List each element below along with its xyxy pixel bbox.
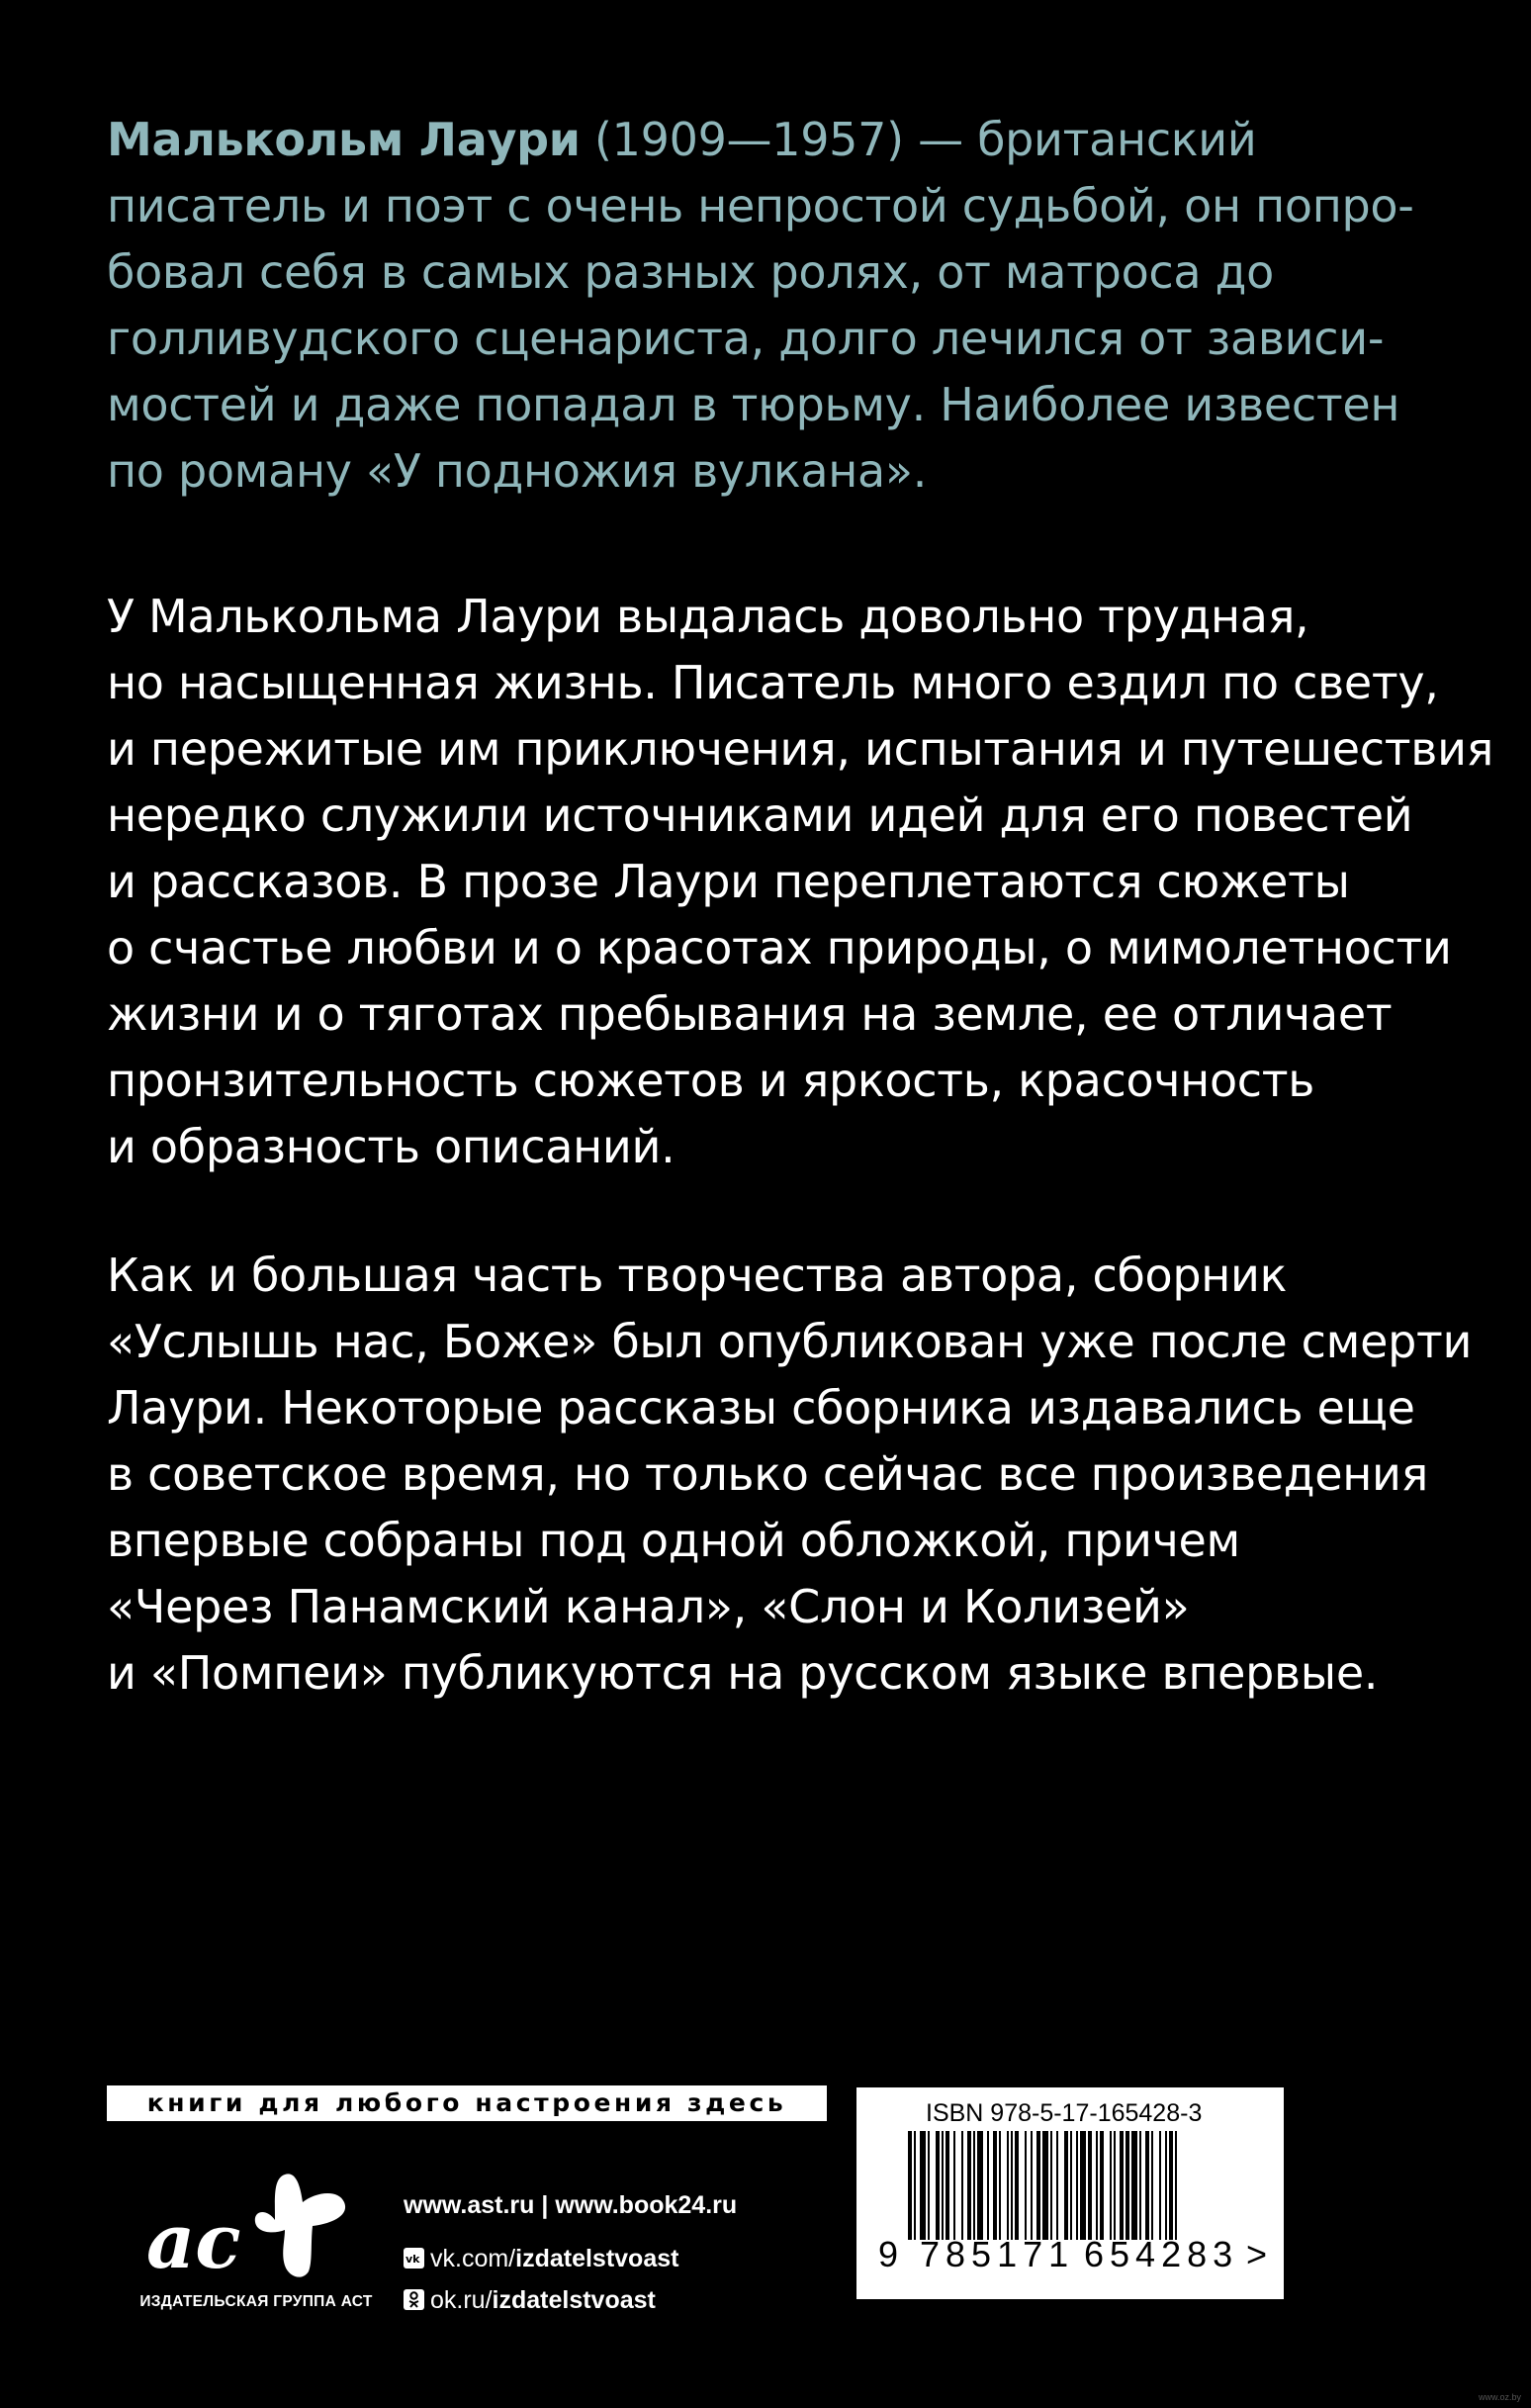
barcode-bar bbox=[1050, 2131, 1052, 2240]
collection-line: впервые собраны под одной обложкой, причем bbox=[107, 1514, 1240, 1567]
svg-text:vk: vk bbox=[405, 2253, 420, 2266]
barcode-quiet-mark: > bbox=[1246, 2234, 1268, 2274]
collection-line: «Услышь нас, Боже» был опубликован уже после смерти bbox=[107, 1315, 1473, 1368]
barcode-bar bbox=[1096, 2131, 1098, 2240]
barcode-bar bbox=[1011, 2131, 1013, 2240]
barcode-panel bbox=[856, 2087, 1284, 2299]
barcode-bar bbox=[999, 2131, 1001, 2240]
odnoklassniki-icon bbox=[404, 2289, 424, 2310]
barcode-bar bbox=[1145, 2131, 1149, 2240]
collection-line: Лаури. Некоторые рассказы сборника издавались еще bbox=[107, 1381, 1415, 1435]
barcode-left-group: 785171 bbox=[920, 2234, 1075, 2274]
barcode-bar bbox=[1025, 2131, 1027, 2240]
barcode-bar bbox=[1015, 2131, 1019, 2240]
barcode-bar bbox=[961, 2131, 963, 2240]
description-line: но насыщенная жизнь. Писатель много ездил по свету, bbox=[107, 656, 1439, 709]
barcode-bar bbox=[1056, 2131, 1058, 2240]
barcode-right-group: 654283 bbox=[1084, 2234, 1239, 2274]
ast-logo-icon bbox=[127, 2159, 384, 2287]
barcode-bar bbox=[1036, 2131, 1040, 2240]
barcode-bar bbox=[1139, 2131, 1141, 2240]
barcode-bar bbox=[942, 2131, 944, 2240]
barcode-bar bbox=[1175, 2131, 1177, 2240]
barcode-bar bbox=[1007, 2131, 1009, 2240]
barcode-first-digit: 9 bbox=[878, 2234, 899, 2274]
barcode-bar bbox=[1031, 2131, 1033, 2240]
ok-link[interactable]: ok.ru/izdatelstvoast bbox=[404, 2279, 737, 2321]
barcode-bar bbox=[908, 2131, 912, 2240]
author-name: Малькольм Лаури bbox=[107, 113, 581, 166]
barcode-bar bbox=[928, 2131, 930, 2240]
collection-line: в советское время, но только сейчас все произведения bbox=[107, 1447, 1429, 1501]
isbn-number: ISBN 978-5-17-165428-3 bbox=[926, 2099, 1203, 2127]
description-line: о счастье любви и о красотах природы, о мимолетности bbox=[107, 921, 1452, 974]
barcode-bar bbox=[1114, 2131, 1116, 2240]
watermark: www.oz.by bbox=[1478, 2392, 1521, 2402]
barcode-bar bbox=[1110, 2131, 1112, 2240]
ast-logo bbox=[127, 2159, 384, 2287]
collection-description bbox=[107, 1243, 1473, 1707]
collection-line: Как и большая часть творчества автора, сборник bbox=[107, 1249, 1288, 1302]
barcode-bar bbox=[967, 2131, 971, 2240]
barcode-bar bbox=[977, 2131, 983, 2240]
description-line: и образность описаний. bbox=[107, 1120, 675, 1173]
barcode-bar bbox=[1080, 2131, 1086, 2240]
barcode-bar bbox=[1126, 2131, 1129, 2240]
barcode-bar bbox=[973, 2131, 975, 2240]
description-line: У Малькольма Лаури выдалась довольно трудная, bbox=[107, 590, 1309, 643]
logo-lettering: ас bbox=[146, 2197, 241, 2285]
barcode-bar bbox=[1064, 2131, 1068, 2240]
author-bio-line: Малькольм Лаури (1909—1957) — британский bbox=[107, 113, 1257, 166]
publisher-links bbox=[404, 2184, 737, 2321]
description-line: и пережитые им приключения, испытания и путешествия bbox=[107, 722, 1494, 776]
barcode-bar bbox=[1120, 2131, 1124, 2240]
barcode-bar bbox=[1169, 2131, 1173, 2240]
barcode-bar bbox=[936, 2131, 940, 2240]
barcode-bar bbox=[946, 2131, 949, 2240]
barcode-bar bbox=[953, 2131, 955, 2240]
description-line: жизни и о тяготах пребывания на земле, ее отличает bbox=[107, 987, 1393, 1041]
barcode-bar bbox=[1070, 2131, 1072, 2240]
barcode-bar bbox=[1042, 2131, 1048, 2240]
vk-link[interactable]: vk vk.com/izdatelstvoast bbox=[405, 2245, 679, 2272]
author-bio-line: мостей и даже попадал в тюрьму. Наиболее известен bbox=[107, 378, 1400, 431]
tagline-banner: книги для любого настроения здесь bbox=[107, 2085, 827, 2121]
barcode-bar bbox=[1159, 2131, 1161, 2240]
barcode-bar bbox=[993, 2131, 997, 2240]
barcode-bar bbox=[1088, 2131, 1092, 2240]
collection-line: «Через Панамский канал», «Слон и Колизей» bbox=[107, 1580, 1190, 1633]
barcode-bar bbox=[1151, 2131, 1153, 2240]
description-line: и рассказов. В прозе Лаури переплетаются сюжеты bbox=[107, 855, 1350, 908]
barcode-bar bbox=[914, 2131, 916, 2240]
author-bio-line: голливудского сценариста, долго лечился от зависи- bbox=[107, 312, 1385, 365]
author-bio bbox=[107, 107, 1412, 505]
author-bio-line: по роману «У подножия вулкана». bbox=[107, 444, 928, 498]
book-description bbox=[107, 584, 1494, 1180]
collection-line: и «Помпеи» публикуются на русском языке впервые. bbox=[107, 1646, 1379, 1700]
barcode-bars bbox=[908, 2131, 1234, 2250]
barcode-bar bbox=[1165, 2131, 1167, 2240]
author-bio-line: бовал себя в самых разных ролях, от матроса до bbox=[107, 245, 1274, 299]
barcode-bar bbox=[1100, 2131, 1104, 2240]
barcode-bar bbox=[920, 2131, 926, 2240]
barcode-bar bbox=[987, 2131, 989, 2240]
barcode-bar bbox=[1131, 2131, 1137, 2240]
vk-icon bbox=[404, 2248, 424, 2269]
author-bio-line: писатель и поэт с очень непростой судьбой, он попро- bbox=[107, 179, 1414, 232]
description-line: пронзительность сюжетов и яркость, красочность bbox=[107, 1054, 1315, 1107]
websites-link[interactable]: www.ast.ru | www.book24.ru bbox=[404, 2191, 738, 2219]
barcode-bar bbox=[1076, 2131, 1078, 2240]
description-line: нередко служили источниками идей для его повестей bbox=[107, 788, 1413, 842]
publisher-caption: ИЗДАТЕЛЬСКАЯ ГРУППА АСТ bbox=[139, 2293, 373, 2310]
